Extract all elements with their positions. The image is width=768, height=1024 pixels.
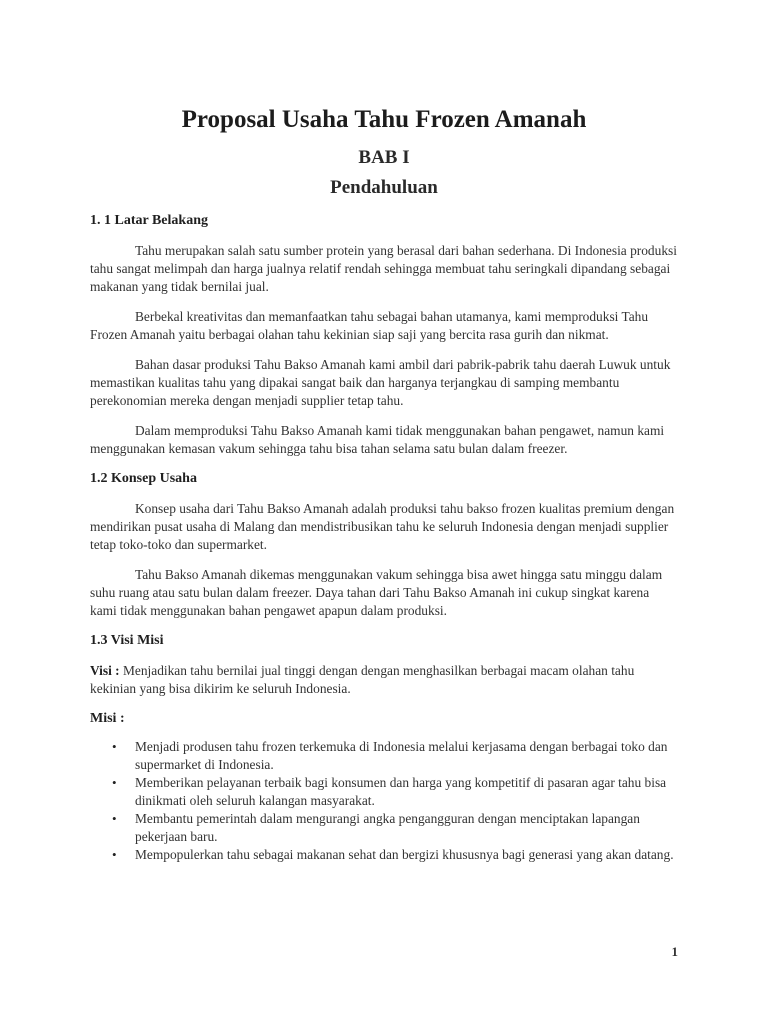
section-heading-visi-misi: 1.3 Visi Misi: [90, 633, 164, 648]
chapter-title: Pendahuluan: [330, 177, 438, 198]
section-heading-konsep-usaha: 1.2 Konsep Usaha: [90, 471, 197, 486]
paragraph: Dalam memproduksi Tahu Bakso Amanah kami tidak menggunakan bahan pengawet, namun kami menggunakan kemasan vakum sehingga tahu bisa tahan selama satu bulan dalam freezer.: [90, 423, 665, 456]
chapter-label: BAB I: [358, 147, 410, 168]
page-number: 1: [671, 944, 678, 959]
section-heading-latar-belakang: 1. 1 Latar Belakang: [90, 213, 208, 228]
visi-text: Menjadikan tahu bernilai jual tinggi dengan dengan menghasilkan berbagai macam olahan tahu kekinian yang bisa dikirim ke seluruh Indonesia.: [90, 663, 635, 696]
misi-item-text: Memberikan pelayanan terbaik bagi konsumen dan harga yang kompetitif di pasaran agar tahu bisa dinikmati oleh seluruh kalangan masyarakat.: [135, 775, 667, 808]
misi-list: [90, 738, 678, 864]
misi-item: [90, 810, 678, 846]
paragraph: Bahan dasar produksi Tahu Bakso Amanah kami ambil dari pabrik-pabrik tahu daerah Luwuk untuk memastikan kualitas tahu yang dipakai sangat baik dan harganya terjangkau di samping membantu perekonomian mereka dengan menjadi supplier tetap tahu.: [90, 357, 671, 408]
paragraph: Berbekal kreativitas dan memanfaatkan tahu sebagai bahan utamanya, kami memproduksi Tahu Frozen Amanah yaitu berbagai olahan tahu kekinian siap saji yang bercita rasa gurih dan nikmat.: [90, 309, 649, 342]
misi-label: Misi :: [90, 711, 125, 726]
bullet-icon: •: [112, 811, 117, 826]
visi-label: Visi :: [90, 663, 120, 678]
misi-item: [90, 774, 678, 810]
visi-statement: [90, 662, 678, 698]
misi-item: [90, 846, 678, 864]
bullet-icon: •: [112, 847, 117, 862]
misi-item: [90, 738, 678, 774]
misi-item-text: Mempopulerkan tahu sebagai makanan sehat dan bergizi khususnya bagi generasi yang akan datang.: [135, 847, 674, 862]
document-content: [90, 104, 678, 864]
bullet-icon: •: [112, 775, 117, 790]
paragraph: Tahu merupakan salah satu sumber protein yang berasal dari bahan sederhana. Di Indonesia produksi tahu sangat melimpah dan harga jualnya relatif rendah sehingga membuat tahu seringkali dipandang sebagai makanan yang tidak bernilai jual.: [90, 243, 677, 294]
misi-item-text: Menjadi produsen tahu frozen terkemuka di Indonesia melalui kerjasama dengan berbagai toko dan supermarket di Indonesia.: [135, 739, 668, 772]
bullet-icon: •: [112, 739, 117, 754]
paragraph: Tahu Bakso Amanah dikemas menggunakan vakum sehingga bisa awet hingga satu minggu dalam suhu ruang atau satu bulan dalam freezer. Daya tahan dari Tahu Bakso Amanah ini cukup singkat karena kami tidak menggunakan bahan pengawet apapun dalam produksi.: [90, 567, 663, 618]
misi-item-text: Membantu pemerintah dalam mengurangi angka pengangguran dengan menciptakan lapangan pekerjaan baru.: [135, 811, 640, 844]
document-title: Proposal Usaha Tahu Frozen Amanah: [181, 106, 587, 133]
paragraph: Konsep usaha dari Tahu Bakso Amanah adalah produksi tahu bakso frozen kualitas premium dengan mendirikan pusat usaha di Malang dan mendistribusikan tahu ke seluruh Indonesia dengan menjadi supplier tetap toko-toko dan supermarket.: [90, 501, 675, 552]
